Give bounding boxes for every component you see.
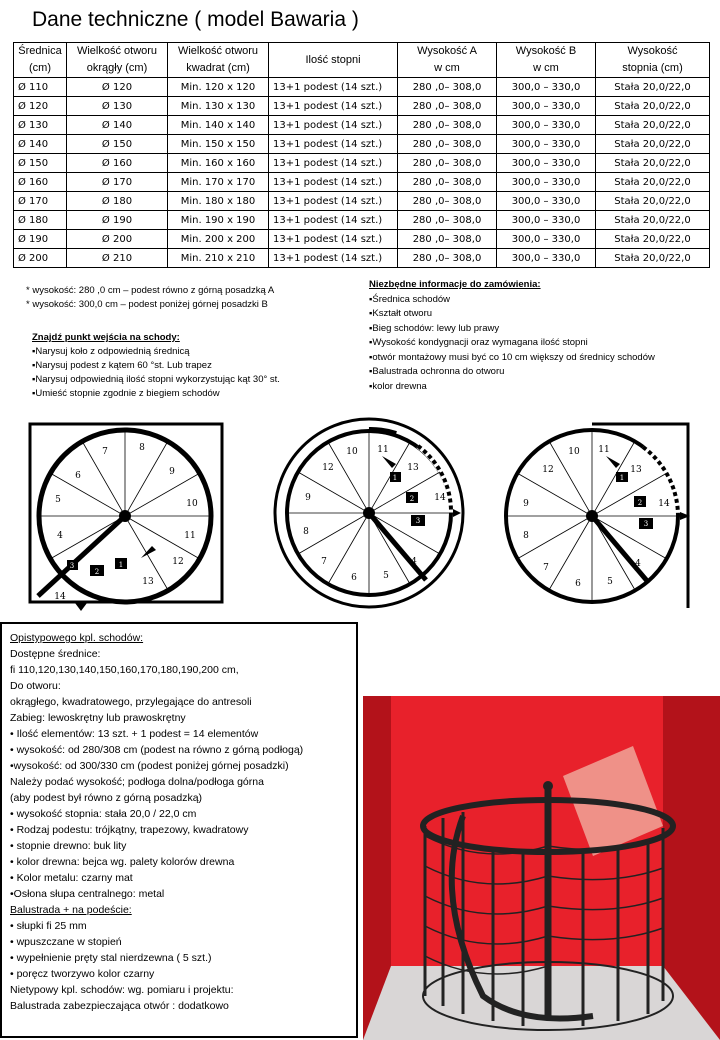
table-cell: 13+1 podest (14 szt.): [269, 230, 398, 249]
step-label: 12: [542, 465, 554, 475]
step-label: 3: [69, 562, 75, 570]
list-item: ▪ Wysokość kondygnacji oraz wymagana ilość stopni: [369, 336, 669, 351]
step-label: 8: [523, 531, 529, 541]
description-line: Do otworu:: [10, 680, 61, 692]
table-cell: Min. 210 x 210: [168, 249, 269, 268]
table-row: [14, 78, 710, 97]
table-cell: 280 ,0– 308,0: [398, 135, 497, 154]
list-item: ▪ Kształt otworu: [369, 307, 669, 322]
step-label: 7: [543, 563, 549, 573]
description-line: •Osłona słupa centralnego: metal: [10, 888, 165, 900]
step-label: 2: [409, 495, 415, 503]
table-cell: 300,0 – 330,0: [497, 173, 596, 192]
table-cell: 280 ,0– 308,0: [398, 154, 497, 173]
step-label: 6: [575, 579, 581, 589]
exit-arrow: [453, 509, 461, 517]
description-line: okrągłego, kwadratowego, przylegające do antresoli: [10, 696, 252, 708]
step-label: 4: [635, 559, 641, 569]
table-cell: 300,0 – 330,0: [497, 211, 596, 230]
table-cell: 280 ,0– 308,0: [398, 211, 497, 230]
table-cell: Ø 120: [67, 78, 168, 97]
step-label: 14: [434, 493, 446, 503]
table-cell: 13+1 podest (14 szt.): [269, 97, 398, 116]
table-cell: 300,0 – 330,0: [497, 230, 596, 249]
table-cell: Stała 20,0/22,0: [596, 192, 710, 211]
step-label: 6: [75, 471, 81, 481]
description-line: • słupki fi 25 mm: [10, 920, 87, 932]
description-line: fi 110,120,130,140,150,160,170,180,190,200 cm,: [10, 664, 239, 676]
table-cell: 280 ,0– 308,0: [398, 116, 497, 135]
table-row: [14, 211, 710, 230]
description-line: • kolor drewna: bejca wg. palety kolorów drewna: [10, 856, 235, 868]
spec-table: [13, 42, 710, 268]
table-cell: Stała 20,0/22,0: [596, 154, 710, 173]
step-label: 1: [118, 561, 124, 569]
step-label: 4: [57, 531, 63, 541]
table-row: [14, 230, 710, 249]
list-item: ▪ Balustrada ochronna do otworu: [369, 365, 669, 380]
table-cell: Min. 140 x 140: [168, 116, 269, 135]
table-cell: Min. 200 x 200: [168, 230, 269, 249]
table-body: [14, 78, 710, 268]
table-cell: Stała 20,0/22,0: [596, 230, 710, 249]
table-row: [14, 173, 710, 192]
stair-diagram-round: [268, 412, 474, 612]
step-label: 10: [568, 447, 580, 457]
table-row: [14, 135, 710, 154]
table-cell: Ø 150: [14, 154, 67, 173]
description-line: • wpuszczane w stopień: [10, 936, 122, 948]
table-cell: Ø 200: [67, 230, 168, 249]
description-line: (aby podest był równo z górną posadzką): [10, 792, 203, 804]
table-cell: Ø 140: [14, 135, 67, 154]
description-line: • wysokość: od 280/308 cm (podest na równo z górną podłogą): [10, 744, 304, 756]
description-line: Należy podać wysokość; podłoga dolna/podłoga górna: [10, 776, 264, 788]
table-cell: 13+1 podest (14 szt.): [269, 154, 398, 173]
page-title: Dane techniczne ( model Bawaria ): [32, 8, 359, 31]
table-cell: Min. 150 x 150: [168, 135, 269, 154]
description-line: Zabieg: lewoskrętny lub prawoskrętny: [10, 712, 186, 724]
photo-floor: [363, 966, 720, 1040]
entry-point-instructions: [32, 331, 280, 401]
list-item: ▪ Średnica schodów: [369, 293, 669, 308]
header-cell: Wielkość otworu kwadrat (cm): [168, 43, 269, 78]
table-cell: 13+1 podest (14 szt.): [269, 249, 398, 268]
table-cell: Stała 20,0/22,0: [596, 97, 710, 116]
description-line: • Ilość elementów: 13 szt. + 1 podest = 14 elementów: [10, 728, 259, 740]
step-label: 10: [346, 447, 358, 457]
step-label: 4: [411, 557, 417, 567]
header-cell: Wielkość otworu okrągły (cm): [67, 43, 168, 78]
table-cell: Ø 210: [67, 249, 168, 268]
step-label: 5: [607, 577, 613, 587]
table-cell: 300,0 – 330,0: [497, 135, 596, 154]
step-label: 10: [186, 499, 198, 509]
step-label: 9: [305, 493, 311, 503]
table-row: [14, 97, 710, 116]
height-notes: [26, 284, 274, 312]
table-cell: 13+1 podest (14 szt.): [269, 211, 398, 230]
table-cell: Min. 180 x 180: [168, 192, 269, 211]
step-label: 3: [415, 517, 421, 525]
table-cell: 300,0 – 330,0: [497, 249, 596, 268]
table-cell: Stała 20,0/22,0: [596, 78, 710, 97]
list-item: ▪ Umieść stopnie zgodnie z biegiem schodów: [32, 387, 280, 401]
table-row: [14, 192, 710, 211]
step-label: 5: [383, 571, 389, 581]
table-cell: Ø 160: [14, 173, 67, 192]
table-cell: 300,0 – 330,0: [497, 192, 596, 211]
description-line: • wypełnienie pręty stal nierdzewna ( 5 szt.): [10, 952, 212, 964]
header-cell: Wysokość B w cm: [497, 43, 596, 78]
table-cell: 13+1 podest (14 szt.): [269, 78, 398, 97]
table-cell: 13+1 podest (14 szt.): [269, 173, 398, 192]
table-cell: Ø 170: [14, 192, 67, 211]
step-label: 1: [619, 474, 625, 482]
table-cell: 280 ,0– 308,0: [398, 97, 497, 116]
list-item: ▪ Narysuj podest z kątem 60 °st. Lub trapez: [32, 359, 280, 373]
description-box: [0, 622, 358, 1038]
table-cell: Ø 190: [67, 211, 168, 230]
step-label: 2: [637, 499, 643, 507]
table-cell: Ø 170: [67, 173, 168, 192]
note-line: * wysokość: 280 ,0 cm – podest równo z górną posadzką A: [26, 285, 275, 296]
header-cell: Średnica (cm): [14, 43, 67, 78]
table-cell: 280 ,0– 308,0: [398, 173, 497, 192]
center-post: [586, 510, 598, 522]
step-label: 12: [172, 557, 184, 567]
table-cell: 13+1 podest (14 szt.): [269, 192, 398, 211]
table-cell: Ø 180: [67, 192, 168, 211]
table-cell: Ø 200: [14, 249, 67, 268]
step-label: 8: [303, 527, 309, 537]
order-heading: Niezbędne informacje do zamówienia:: [369, 279, 541, 290]
header-cell: Wysokość stopnia (cm): [596, 43, 710, 78]
entry-list: [32, 345, 280, 401]
table-cell: Min. 130 x 130: [168, 97, 269, 116]
step-label: 11: [598, 445, 610, 455]
step-label: 11: [184, 531, 196, 541]
table-row: [14, 116, 710, 135]
description-line: Dostępne średnice:: [10, 648, 101, 660]
entry-heading: Znajdź punkt wejścia na schody:: [32, 332, 180, 343]
handrail: [369, 430, 396, 434]
table-cell: Ø 140: [67, 116, 168, 135]
entry-arrow: [75, 603, 87, 611]
step-label: 9: [523, 499, 529, 509]
step-label: 7: [321, 557, 327, 567]
table-cell: Ø 130: [14, 116, 67, 135]
step-label: 13: [630, 465, 642, 475]
description-line: • Rodzaj podestu: trójkątny, trapezowy, kwadratowy: [10, 824, 249, 836]
entry-arrow: [382, 456, 396, 468]
description-line: •wysokość: od 300/330 cm (podest poniżej górnej posadzki): [10, 760, 289, 772]
table-row: [14, 249, 710, 268]
step-label: 14: [54, 592, 66, 602]
table-cell: Ø 190: [14, 230, 67, 249]
table-cell: 280 ,0– 308,0: [398, 249, 497, 268]
step-label: 13: [407, 463, 419, 473]
staircase-photo: [363, 696, 720, 1040]
step-label: 13: [142, 577, 154, 587]
table-row: [14, 154, 710, 173]
table-cell: Ø 150: [67, 135, 168, 154]
step-label: 1: [392, 474, 398, 482]
description-line: • stopnie drewno: buk lity: [10, 840, 127, 852]
table-cell: Min. 160 x 160: [168, 154, 269, 173]
order-list: [369, 293, 669, 395]
table-cell: Stała 20,0/22,0: [596, 116, 710, 135]
table-cell: 13+1 podest (14 szt.): [269, 116, 398, 135]
header-cell: Wysokość A w cm: [398, 43, 497, 78]
step-label: 5: [55, 495, 61, 505]
step-label: 2: [94, 568, 100, 576]
list-item: ▪ otwór montażowy musi być co 10 cm większy od średnicy schodów: [369, 351, 669, 366]
description-line: Balustrada + na podeście:: [10, 904, 132, 916]
table-cell: Ø 160: [67, 154, 168, 173]
description-line: • Kolor metalu: czarny mat: [10, 872, 133, 884]
step-label: 9: [169, 467, 175, 477]
step-label: 6: [351, 573, 357, 583]
description-line: • wysokość stopnia: stała 20,0 / 22,0 cm: [10, 808, 197, 820]
table-cell: Ø 180: [14, 211, 67, 230]
table-cell: Ø 110: [14, 78, 67, 97]
description-line: • poręcz tworzywo kolor czarny: [10, 968, 155, 980]
table-cell: 280 ,0– 308,0: [398, 192, 497, 211]
order-info: [369, 278, 669, 394]
header-cell: Ilość stopni: [269, 43, 398, 78]
table-cell: 300,0 – 330,0: [497, 97, 596, 116]
table-cell: Stała 20,0/22,0: [596, 173, 710, 192]
stair-diagram-wall: [498, 418, 710, 612]
table-cell: Ø 120: [14, 97, 67, 116]
stair-diagram-square: [20, 418, 230, 612]
description-line: Nietypowy kpl. schodów: wg. pomiaru i projektu:: [10, 984, 234, 996]
list-item: ▪ Bieg schodów: lewy lub prawy: [369, 322, 669, 337]
step-label: 12: [322, 463, 334, 473]
step-label: 8: [139, 443, 145, 453]
table-cell: Min. 170 x 170: [168, 173, 269, 192]
step-numbers: [54, 443, 198, 602]
table-cell: Stała 20,0/22,0: [596, 249, 710, 268]
table-cell: 300,0 – 330,0: [497, 154, 596, 173]
step-label: 3: [643, 520, 649, 528]
table-header-row: [14, 43, 710, 78]
table-cell: Min. 190 x 190: [168, 211, 269, 230]
table-cell: Stała 20,0/22,0: [596, 211, 710, 230]
list-item: ▪ Narysuj odpowiednią ilość stopni wykorzystując kąt 30° st.: [32, 373, 280, 387]
table-cell: 13+1 podest (14 szt.): [269, 135, 398, 154]
list-item: ▪ kolor drewna: [369, 380, 669, 395]
step-label: 7: [102, 447, 108, 457]
step-label: 11: [377, 445, 389, 455]
table-cell: Ø 130: [67, 97, 168, 116]
step-label: 14: [658, 499, 670, 509]
list-item: ▪ Narysuj koło z odpowiednią średnicą: [32, 345, 280, 359]
note-line: * wysokość: 300,0 cm – podest poniżej górnej posadzki B: [26, 299, 268, 310]
table-cell: 280 ,0– 308,0: [398, 78, 497, 97]
table-cell: 280 ,0– 308,0: [398, 230, 497, 249]
center-post: [119, 510, 131, 522]
post-cap: [543, 781, 553, 791]
description-line: Balustrada zabezpieczająca otwór : dodatkowo: [10, 1000, 229, 1012]
description-line: Opistypowego kpl. schodów:: [10, 632, 144, 644]
table-cell: Min. 120 x 120: [168, 78, 269, 97]
entry-arrow: [606, 456, 620, 468]
table-cell: 300,0 – 330,0: [497, 78, 596, 97]
table-cell: Stała 20,0/22,0: [596, 135, 710, 154]
center-post: [363, 507, 375, 519]
table-cell: 300,0 – 330,0: [497, 116, 596, 135]
